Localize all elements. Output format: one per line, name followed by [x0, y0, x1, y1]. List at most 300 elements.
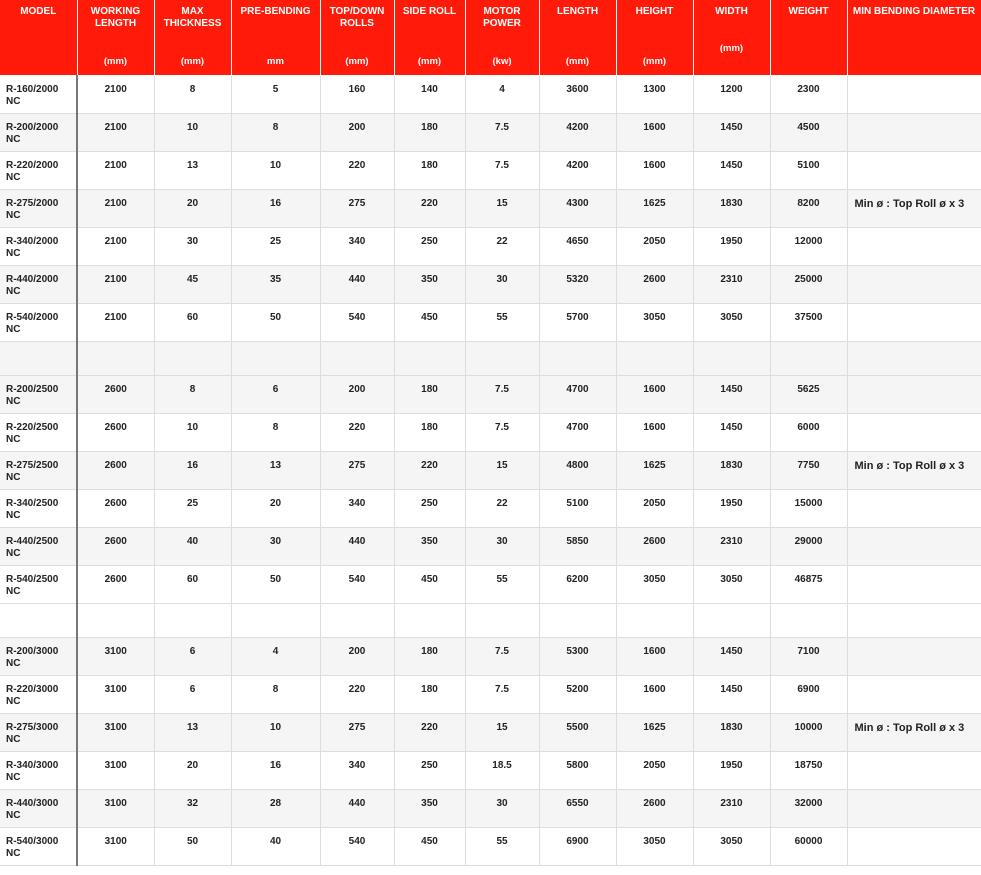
cell-working-length: 2600	[77, 565, 154, 603]
cell-width: 1830	[693, 451, 770, 489]
cell-working-length: 2100	[77, 113, 154, 151]
cell-weight: 46875	[770, 565, 847, 603]
cell-width: 1450	[693, 151, 770, 189]
cell-length: 4300	[539, 189, 616, 227]
cell-width: 2310	[693, 527, 770, 565]
cell-top-down-rolls: 200	[320, 113, 394, 151]
cell-motor-power: 15	[465, 713, 539, 751]
cell-height: 1625	[616, 713, 693, 751]
column-header-label: SIDE ROLL	[402, 6, 457, 17]
table-row	[0, 265, 981, 303]
cell-length: 4700	[539, 413, 616, 451]
cell-model: R-540/2000 NC	[0, 303, 77, 341]
cell-weight: 2300	[770, 75, 847, 113]
empty-cell	[616, 603, 693, 637]
cell-max-thickness: 8	[154, 75, 231, 113]
cell-model: R-220/3000 NC	[0, 675, 77, 713]
header-row	[0, 0, 981, 75]
cell-max-thickness: 60	[154, 303, 231, 341]
cell-pre-bending: 16	[231, 751, 320, 789]
cell-max-thickness: 10	[154, 413, 231, 451]
cell-working-length: 3100	[77, 637, 154, 675]
column-header-unit: (kw)	[492, 56, 512, 67]
table-row	[0, 489, 981, 527]
cell-width: 1450	[693, 113, 770, 151]
cell-height: 2600	[616, 527, 693, 565]
cell-top-down-rolls: 340	[320, 751, 394, 789]
cell-side-roll: 250	[394, 227, 465, 265]
cell-height: 2050	[616, 489, 693, 527]
cell-side-roll: 450	[394, 303, 465, 341]
cell-length: 6900	[539, 827, 616, 865]
cell-height: 1600	[616, 675, 693, 713]
cell-height: 2050	[616, 227, 693, 265]
cell-height: 3050	[616, 303, 693, 341]
column-header-working-length	[77, 0, 154, 75]
cell-side-roll: 250	[394, 751, 465, 789]
cell-weight: 37500	[770, 303, 847, 341]
cell-min-bending	[847, 413, 981, 451]
cell-working-length: 2600	[77, 451, 154, 489]
column-header-unit: mm	[267, 56, 284, 67]
table-row	[0, 751, 981, 789]
cell-model: R-340/3000 NC	[0, 751, 77, 789]
cell-max-thickness: 8	[154, 375, 231, 413]
empty-cell	[394, 603, 465, 637]
cell-min-bending	[847, 303, 981, 341]
cell-motor-power: 30	[465, 527, 539, 565]
cell-motor-power: 30	[465, 789, 539, 827]
cell-side-roll: 180	[394, 413, 465, 451]
cell-side-roll: 350	[394, 789, 465, 827]
column-header-unit: (mm)	[180, 56, 205, 67]
column-header-label: WORKING LENGTH	[90, 6, 141, 29]
cell-max-thickness: 6	[154, 637, 231, 675]
cell-width: 3050	[693, 827, 770, 865]
cell-height: 2600	[616, 789, 693, 827]
cell-working-length: 2600	[77, 375, 154, 413]
cell-pre-bending: 50	[231, 303, 320, 341]
column-header-unit: (mm)	[103, 56, 128, 67]
cell-model: R-540/2500 NC	[0, 565, 77, 603]
cell-length: 4700	[539, 375, 616, 413]
cell-min-bending	[847, 565, 981, 603]
cell-side-roll: 180	[394, 151, 465, 189]
cell-working-length: 2100	[77, 189, 154, 227]
column-header-height	[616, 0, 693, 75]
cell-side-roll: 220	[394, 189, 465, 227]
cell-side-roll: 180	[394, 637, 465, 675]
cell-motor-power: 7.5	[465, 637, 539, 675]
cell-width: 1200	[693, 75, 770, 113]
cell-motor-power: 22	[465, 489, 539, 527]
cell-weight: 29000	[770, 527, 847, 565]
cell-max-thickness: 13	[154, 713, 231, 751]
column-header-min-bending-diameter	[847, 0, 981, 75]
cell-length: 4800	[539, 451, 616, 489]
cell-motor-power: 7.5	[465, 151, 539, 189]
cell-min-bending	[847, 789, 981, 827]
cell-working-length: 3100	[77, 713, 154, 751]
cell-length: 4200	[539, 113, 616, 151]
cell-pre-bending: 35	[231, 265, 320, 303]
cell-width: 2310	[693, 789, 770, 827]
cell-model: R-275/2000 NC	[0, 189, 77, 227]
cell-side-roll: 180	[394, 113, 465, 151]
cell-min-bending	[847, 527, 981, 565]
column-header-unit: (mm)	[642, 56, 667, 67]
cell-top-down-rolls: 275	[320, 451, 394, 489]
cell-height: 1600	[616, 375, 693, 413]
empty-cell	[320, 603, 394, 637]
empty-cell	[77, 341, 154, 375]
cell-weight: 15000	[770, 489, 847, 527]
cell-pre-bending: 8	[231, 675, 320, 713]
cell-model: R-440/2000 NC	[0, 265, 77, 303]
empty-cell	[0, 341, 77, 375]
empty-cell	[320, 341, 394, 375]
empty-cell	[539, 341, 616, 375]
column-header-top-down-rolls	[320, 0, 394, 75]
cell-height: 1625	[616, 189, 693, 227]
cell-motor-power: 7.5	[465, 413, 539, 451]
cell-side-roll: 350	[394, 527, 465, 565]
cell-max-thickness: 40	[154, 527, 231, 565]
cell-motor-power: 55	[465, 827, 539, 865]
cell-model: R-340/2000 NC	[0, 227, 77, 265]
cell-working-length: 2600	[77, 489, 154, 527]
cell-length: 5300	[539, 637, 616, 675]
table-row	[0, 565, 981, 603]
cell-weight: 5625	[770, 375, 847, 413]
empty-cell	[154, 603, 231, 637]
cell-top-down-rolls: 540	[320, 827, 394, 865]
cell-working-length: 3100	[77, 827, 154, 865]
cell-top-down-rolls: 200	[320, 375, 394, 413]
column-header-width	[693, 0, 770, 75]
cell-pre-bending: 8	[231, 413, 320, 451]
cell-top-down-rolls: 340	[320, 227, 394, 265]
cell-length: 6550	[539, 789, 616, 827]
empty-cell	[770, 603, 847, 637]
cell-side-roll: 180	[394, 675, 465, 713]
cell-weight: 7750	[770, 451, 847, 489]
cell-width: 1830	[693, 189, 770, 227]
cell-top-down-rolls: 440	[320, 265, 394, 303]
empty-cell	[231, 603, 320, 637]
cell-top-down-rolls: 220	[320, 675, 394, 713]
cell-motor-power: 15	[465, 189, 539, 227]
empty-cell	[231, 341, 320, 375]
cell-weight: 10000	[770, 713, 847, 751]
cell-motor-power: 7.5	[465, 375, 539, 413]
column-header-unit: (mm)	[719, 43, 744, 54]
cell-top-down-rolls: 340	[320, 489, 394, 527]
cell-working-length: 2100	[77, 227, 154, 265]
cell-model: R-540/3000 NC	[0, 827, 77, 865]
cell-motor-power: 55	[465, 303, 539, 341]
cell-motor-power: 7.5	[465, 113, 539, 151]
column-header-label: LENGTH	[556, 6, 599, 17]
empty-cell	[77, 603, 154, 637]
cell-pre-bending: 25	[231, 227, 320, 265]
cell-length: 3600	[539, 75, 616, 113]
table-row	[0, 375, 981, 413]
cell-length: 5850	[539, 527, 616, 565]
cell-pre-bending: 10	[231, 151, 320, 189]
cell-length: 5200	[539, 675, 616, 713]
table-row	[0, 827, 981, 865]
cell-height: 3050	[616, 565, 693, 603]
spacer-row	[0, 603, 981, 637]
empty-cell	[616, 341, 693, 375]
column-header-label: WIDTH	[715, 6, 748, 17]
cell-top-down-rolls: 440	[320, 789, 394, 827]
cell-pre-bending: 5	[231, 75, 320, 113]
cell-height: 2600	[616, 265, 693, 303]
cell-model: R-275/2500 NC	[0, 451, 77, 489]
cell-width: 1830	[693, 713, 770, 751]
cell-weight: 5100	[770, 151, 847, 189]
table-row	[0, 151, 981, 189]
cell-weight: 18750	[770, 751, 847, 789]
column-header-side-roll	[394, 0, 465, 75]
cell-min-bending	[847, 489, 981, 527]
cell-min-bending	[847, 113, 981, 151]
cell-width: 1950	[693, 751, 770, 789]
cell-weight: 60000	[770, 827, 847, 865]
cell-height: 1625	[616, 451, 693, 489]
cell-side-roll: 350	[394, 265, 465, 303]
cell-model: R-200/2500 NC	[0, 375, 77, 413]
column-header-unit: (mm)	[345, 56, 369, 67]
cell-pre-bending: 6	[231, 375, 320, 413]
table-row	[0, 789, 981, 827]
cell-height: 2050	[616, 751, 693, 789]
cell-side-roll: 220	[394, 713, 465, 751]
cell-width: 3050	[693, 565, 770, 603]
cell-model: R-200/3000 NC	[0, 637, 77, 675]
column-header-label: PRE-BENDING	[240, 6, 311, 17]
cell-max-thickness: 13	[154, 151, 231, 189]
cell-model: R-220/2500 NC	[0, 413, 77, 451]
table-row	[0, 637, 981, 675]
empty-cell	[847, 341, 981, 375]
table-row	[0, 227, 981, 265]
cell-motor-power: 15	[465, 451, 539, 489]
cell-top-down-rolls: 220	[320, 413, 394, 451]
cell-side-roll: 180	[394, 375, 465, 413]
cell-weight: 4500	[770, 113, 847, 151]
column-header-label: MAX THICKNESS	[163, 6, 222, 29]
column-header-label: TOP/DOWN ROLLS	[329, 6, 385, 29]
table-row	[0, 413, 981, 451]
cell-height: 1600	[616, 637, 693, 675]
cell-weight: 32000	[770, 789, 847, 827]
cell-motor-power: 7.5	[465, 675, 539, 713]
spacer-row	[0, 341, 981, 375]
cell-max-thickness: 60	[154, 565, 231, 603]
cell-working-length: 2600	[77, 413, 154, 451]
cell-min-bending	[847, 151, 981, 189]
cell-model: R-340/2500 NC	[0, 489, 77, 527]
cell-length: 5800	[539, 751, 616, 789]
cell-width: 3050	[693, 303, 770, 341]
cell-height: 3050	[616, 827, 693, 865]
table-body	[0, 75, 981, 865]
empty-cell	[693, 603, 770, 637]
cell-top-down-rolls: 540	[320, 303, 394, 341]
cell-length: 5700	[539, 303, 616, 341]
cell-pre-bending: 50	[231, 565, 320, 603]
column-header-motor-power	[465, 0, 539, 75]
cell-top-down-rolls: 275	[320, 713, 394, 751]
cell-model: R-200/2000 NC	[0, 113, 77, 151]
empty-cell	[154, 341, 231, 375]
cell-model: R-220/2000 NC	[0, 151, 77, 189]
cell-min-bending	[847, 265, 981, 303]
empty-cell	[465, 603, 539, 637]
empty-cell	[0, 603, 77, 637]
column-header-length	[539, 0, 616, 75]
cell-weight: 25000	[770, 265, 847, 303]
cell-min-bending	[847, 675, 981, 713]
cell-width: 2310	[693, 265, 770, 303]
cell-pre-bending: 28	[231, 789, 320, 827]
cell-length: 4650	[539, 227, 616, 265]
cell-working-length: 3100	[77, 675, 154, 713]
cell-working-length: 2100	[77, 151, 154, 189]
table-row	[0, 113, 981, 151]
table-row	[0, 713, 981, 751]
cell-width: 1450	[693, 637, 770, 675]
cell-weight: 7100	[770, 637, 847, 675]
cell-width: 1450	[693, 413, 770, 451]
table-row	[0, 189, 981, 227]
cell-working-length: 3100	[77, 751, 154, 789]
column-header-unit: (mm)	[565, 56, 590, 67]
cell-top-down-rolls: 220	[320, 151, 394, 189]
cell-min-bending: Min ø : Top Roll ø x 3	[847, 451, 981, 489]
cell-motor-power: 30	[465, 265, 539, 303]
table-row	[0, 303, 981, 341]
column-header-unit: (mm)	[417, 56, 442, 67]
column-header-pre-bending	[231, 0, 320, 75]
cell-min-bending	[847, 75, 981, 113]
cell-pre-bending: 30	[231, 527, 320, 565]
column-header-label: WEIGHT	[788, 6, 829, 17]
cell-top-down-rolls: 440	[320, 527, 394, 565]
cell-width: 1950	[693, 227, 770, 265]
cell-min-bending	[847, 751, 981, 789]
cell-length: 5100	[539, 489, 616, 527]
cell-pre-bending: 16	[231, 189, 320, 227]
empty-cell	[847, 603, 981, 637]
cell-height: 1600	[616, 113, 693, 151]
table-row	[0, 675, 981, 713]
empty-cell	[394, 341, 465, 375]
cell-motor-power: 22	[465, 227, 539, 265]
cell-min-bending	[847, 637, 981, 675]
cell-pre-bending: 8	[231, 113, 320, 151]
cell-working-length: 3100	[77, 789, 154, 827]
cell-max-thickness: 25	[154, 489, 231, 527]
column-header-max-thickness	[154, 0, 231, 75]
column-header-label: MOTOR POWER	[483, 6, 521, 29]
cell-width: 1450	[693, 675, 770, 713]
cell-model: R-275/3000 NC	[0, 713, 77, 751]
cell-top-down-rolls: 200	[320, 637, 394, 675]
cell-side-roll: 140	[394, 75, 465, 113]
cell-pre-bending: 10	[231, 713, 320, 751]
cell-working-length: 2100	[77, 303, 154, 341]
cell-side-roll: 450	[394, 827, 465, 865]
cell-length: 6200	[539, 565, 616, 603]
cell-length: 5500	[539, 713, 616, 751]
empty-cell	[539, 603, 616, 637]
cell-pre-bending: 13	[231, 451, 320, 489]
cell-min-bending	[847, 227, 981, 265]
cell-top-down-rolls: 540	[320, 565, 394, 603]
cell-max-thickness: 20	[154, 751, 231, 789]
cell-max-thickness: 50	[154, 827, 231, 865]
cell-length: 5320	[539, 265, 616, 303]
empty-cell	[465, 341, 539, 375]
cell-max-thickness: 32	[154, 789, 231, 827]
cell-weight: 8200	[770, 189, 847, 227]
column-header-label: MODEL	[20, 6, 57, 17]
cell-model: R-160/2000 NC	[0, 75, 77, 113]
cell-height: 1600	[616, 151, 693, 189]
column-header-model	[0, 0, 77, 75]
table-row	[0, 527, 981, 565]
table-row	[0, 451, 981, 489]
cell-model: R-440/2500 NC	[0, 527, 77, 565]
cell-min-bending: Min ø : Top Roll ø x 3	[847, 189, 981, 227]
cell-width: 1450	[693, 375, 770, 413]
cell-height: 1300	[616, 75, 693, 113]
cell-top-down-rolls: 160	[320, 75, 394, 113]
cell-model: R-440/3000 NC	[0, 789, 77, 827]
column-header-label: MIN BENDING DIAMETER	[852, 6, 976, 17]
cell-weight: 6900	[770, 675, 847, 713]
cell-side-roll: 450	[394, 565, 465, 603]
cell-motor-power: 18.5	[465, 751, 539, 789]
cell-weight: 12000	[770, 227, 847, 265]
cell-max-thickness: 30	[154, 227, 231, 265]
column-header-label: HEIGHT	[635, 6, 674, 17]
cell-side-roll: 250	[394, 489, 465, 527]
cell-min-bending	[847, 375, 981, 413]
cell-pre-bending: 40	[231, 827, 320, 865]
cell-motor-power: 55	[465, 565, 539, 603]
cell-width: 1950	[693, 489, 770, 527]
cell-working-length: 2100	[77, 265, 154, 303]
column-header-weight	[770, 0, 847, 75]
cell-min-bending	[847, 827, 981, 865]
cell-working-length: 2600	[77, 527, 154, 565]
cell-motor-power: 4	[465, 75, 539, 113]
cell-top-down-rolls: 275	[320, 189, 394, 227]
empty-cell	[693, 341, 770, 375]
cell-weight: 6000	[770, 413, 847, 451]
table-row	[0, 75, 981, 113]
cell-pre-bending: 20	[231, 489, 320, 527]
cell-max-thickness: 20	[154, 189, 231, 227]
cell-length: 4200	[539, 151, 616, 189]
empty-cell	[770, 341, 847, 375]
cell-side-roll: 220	[394, 451, 465, 489]
